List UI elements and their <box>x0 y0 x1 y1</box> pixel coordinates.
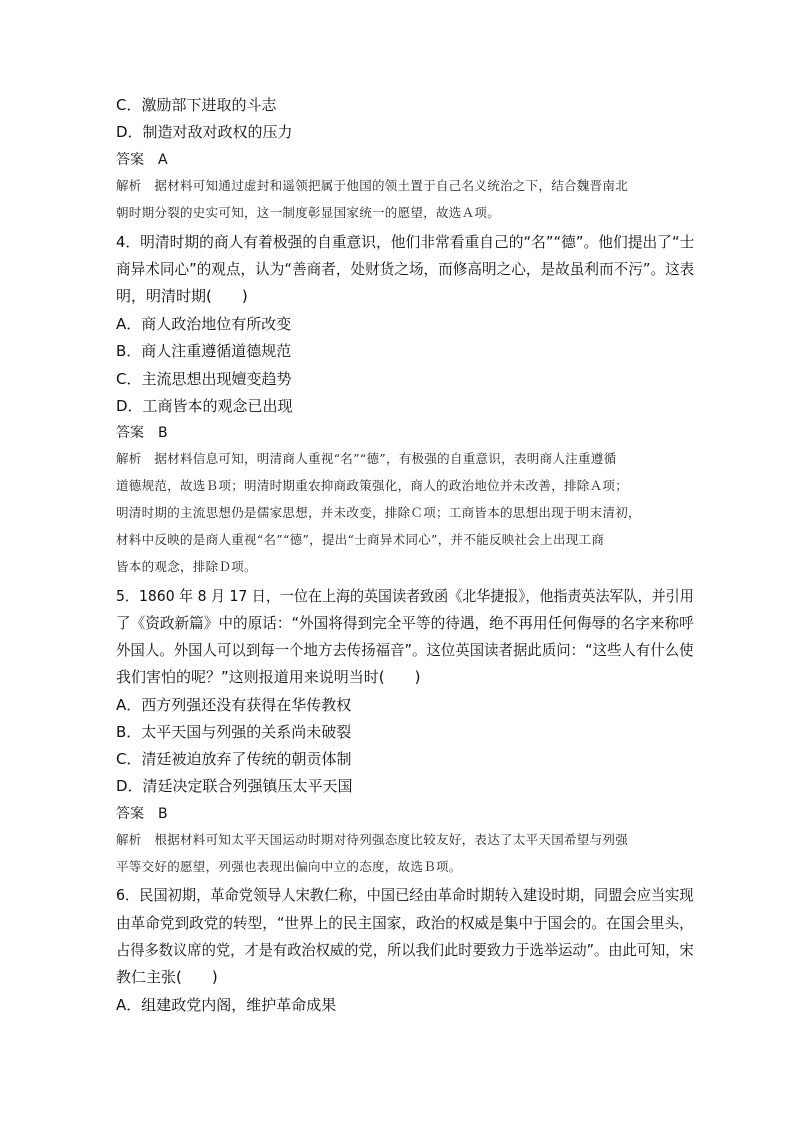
option-d: D．工商皆本的观念已出现 <box>116 397 293 415</box>
question-stem-line: 商异术同心”的观点，认为“善商者，处财货之场，而修高明之心，是故虽利而不污”。这表 <box>116 260 695 278</box>
option-c: C．激励部下进取的斗志 <box>116 96 277 114</box>
question-stem-line: 5．1860 年 8 月 17 日，一位在上海的英国读者致函《北华捷报》，他指责英法军队，并引用 <box>116 587 694 605</box>
option-d: D．制造对敌对政权的压力 <box>116 123 293 141</box>
explanation-line: 皆本的观念，排除Ｄ项。 <box>116 559 257 574</box>
question-stem-line: 由革命党到政党的转型，“世界上的民主国家，政治的权威是集中于国会的。在国会里头， <box>116 914 694 932</box>
question-stem-line: 外国人。外国人可以到每一个地方去传扬福音”。这位英国读者据此质问：“这些人有什么使 <box>116 641 694 659</box>
option-c: C．清廷被迫放弃了传统的朝贡体制 <box>116 750 352 768</box>
question-stem-line: 了《资政新篇》中的原话：“外国将得到完全平等的待遇，绝不再用任何侮辱的名字来称呼 <box>116 614 694 632</box>
explanation-line: 道德规范，故选Ｂ项；明清时期重农抑商政策强化，商人的政治地位并未改善，排除Ａ项； <box>116 478 629 493</box>
explanation-line: 明清时期的主流思想仍是儒家思想，并未改变，排除Ｃ项；工商皆本的思想出现于明末清初， <box>116 505 641 520</box>
option-d: D．清廷决定联合列强镇压太平天国 <box>116 777 353 795</box>
question-stem-line: 明，明清时期( ) <box>116 287 248 305</box>
explanation-line: 解析 根据材料可知太平天国运动时期对待列强态度比较友好，表达了太平天国希望与列强 <box>116 832 629 847</box>
explanation-line: 解析 据材料可知通过虚封和遥领把属于他国的领土置于自己名义统治之下，结合魏晋南北 <box>116 178 629 193</box>
answer: 答案 A <box>116 152 168 168</box>
answer: 答案 B <box>116 425 168 441</box>
explanation-line: 朝时期分裂的史实可知，这一制度彰显国家统一的愿望，故选Ａ项。 <box>116 205 501 220</box>
explanation-line: 平等交好的愿望，列强也表现出偏向中立的态度，故选Ｂ项。 <box>116 859 462 874</box>
question-stem-line: 占得多数议席的党，才是有政治权威的党，所以我们此时要致力于选举运动”。由此可知，宋 <box>116 941 694 959</box>
option-a: A．组建政党内阁，维护革命成果 <box>116 996 337 1014</box>
option-a: A．商人政治地位有所改变 <box>116 315 292 333</box>
option-a: A．西方列强还没有获得在华传教权 <box>116 696 352 714</box>
explanation-line: 材料中反映的是商人重视“名”“德”，提出“士商异术同心”，并不能反映社会上出现工商 <box>116 532 605 547</box>
option-b: B．太平天国与列强的关系尚未破裂 <box>116 723 352 741</box>
question-stem-line: 6．民国初期，革命党领导人宋教仁称，中国已经由革命时期转入建设时期，同盟会应当实现 <box>116 886 694 904</box>
question-stem-line: 我们害怕的呢？”这则报道用来说明当时( ) <box>116 668 421 686</box>
option-c: C．主流思想出现嬗变趋势 <box>116 370 292 388</box>
answer: 答案 B <box>116 806 168 822</box>
explanation-line: 解析 据材料信息可知，明清商人重视“名”“德”，有极强的自重意识，表明商人注重遵循 <box>116 451 617 466</box>
question-stem-line: 4．明清时期的商人有着极强的自重意识，他们非常看重自己的“名”“德”。他们提出了“士 <box>116 233 695 251</box>
question-stem-line: 教仁主张( ) <box>116 968 218 986</box>
option-b: B．商人注重遵循道德规范 <box>116 342 292 360</box>
